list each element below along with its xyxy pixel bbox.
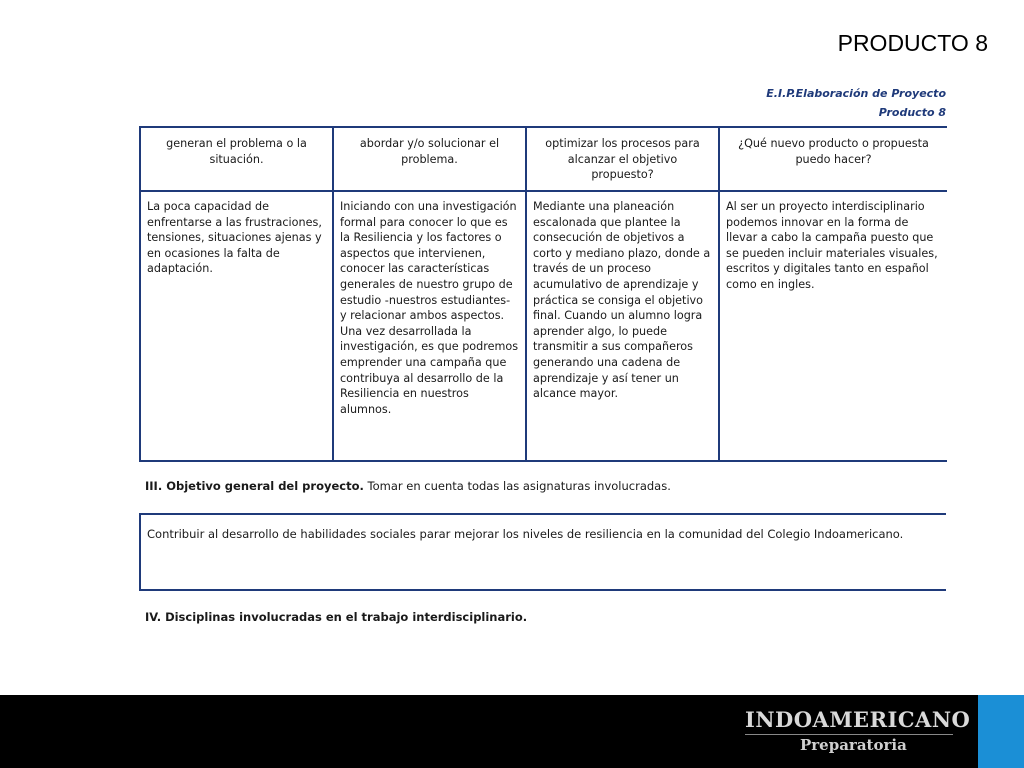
section-4-heading	[145, 610, 527, 624]
table-cell: Al ser un proyecto interdisciplinario podemos innovar en la forma de llevar a cabo la campaña puesto que se pueden incluir materiales visuales, escritos y digitales tanto en español como en ingles.	[719, 191, 947, 461]
document-header	[766, 84, 946, 122]
footer-accent-block	[978, 695, 1024, 768]
table-header-cell: ¿Qué nuevo producto o propuesta puedo hacer?	[719, 127, 947, 191]
table-cell: Iniciando con una investigación formal para conocer lo que es la Resiliencia y los factores o aspectos que intervienen, conocer las características generales de nuestro grupo de estudio -nuestros estudiantes- y relacionar ambos aspectos. Una vez desarrollada la investigación, es que podremos emprender una campaña que contribuya al desarrollo de la Resiliencia en nuestros alumnos.	[333, 191, 526, 461]
section-3-note: Tomar en cuenta todas las asignaturas involucradas.	[363, 479, 671, 493]
project-matrix-table	[139, 126, 947, 462]
footer-bar	[0, 695, 1024, 768]
table-cell: La poca capacidad de enfrentarse a las frustraciones, tensiones, situaciones ajenas y en ocasiones la falta de adaptación.	[140, 191, 333, 461]
section-3-title: III. Objetivo general del proyecto.	[145, 479, 364, 493]
table-row	[140, 191, 947, 461]
brand-divider	[745, 734, 953, 735]
brand-logo: INDOAMERICANO	[745, 707, 971, 732]
section-4-title: IV. Disciplinas involucradas en el trabajo interdisciplinario.	[145, 610, 528, 624]
table-header-cell: abordar y/o solucionar el problema.	[333, 127, 526, 191]
slide-title: PRODUCTO 8	[837, 30, 988, 56]
objective-box: Contribuir al desarrollo de habilidades sociales parar mejorar los niveles de resiliencia en la comunidad del Colegio Indoamericano.	[139, 513, 946, 591]
table-header-cell: generan el problema o la situación.	[140, 127, 333, 191]
table-header-row	[140, 127, 947, 191]
table-cell: Mediante una planeación escalonada que plantee la consecución de objetivos a corto y mediano plazo, donde a través de un proceso acumulativo de aprendizaje y práctica se consiga el objetivo final. Cuando un alumno logra aprender algo, lo puede transmitir a sus compañeros generando una cadena de aprendizaje y así tener un alcance mayor.	[526, 191, 719, 461]
document-header-title: E.I.P.Elaboración de Proyecto	[766, 87, 946, 100]
table-header-cell: optimizar los procesos para alcanzar el objetivo propuesto?	[526, 127, 719, 191]
brand-subtitle: Preparatoria	[800, 736, 907, 754]
document-header-product: Producto 8	[878, 106, 946, 119]
section-3-heading	[145, 479, 671, 493]
